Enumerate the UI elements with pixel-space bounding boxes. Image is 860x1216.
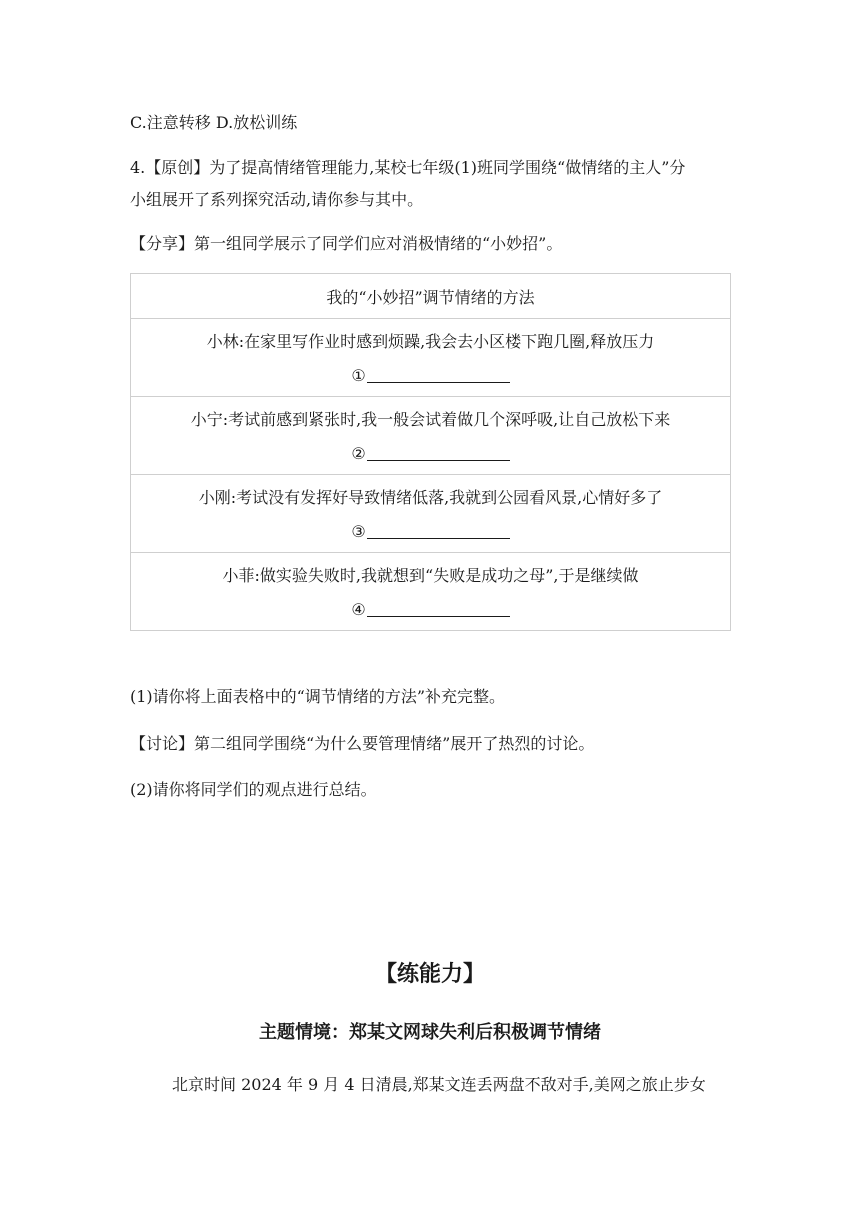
row-description: 小宁:考试前感到紧张时,我一般会试着做几个深呼吸,让自己放松下来 [190,409,671,429]
sub-question-2: (2)请你将同学们的观点进行总结。 [130,780,377,799]
table-row [131,553,731,631]
blank-underline [367,366,510,383]
table-row [131,319,731,397]
answer-blank [131,521,730,543]
blank-marker: ③ [351,521,366,541]
table-header: 我的“小妙招”调节情绪的方法 [131,274,731,319]
section-heading: 【练能力】 [374,962,485,987]
blank-underline [367,600,510,617]
row-description: 小林:在家里写作业时感到烦躁,我会去小区楼下跑几圈,释放压力 [206,331,655,351]
table-row [131,397,731,475]
table-cell [131,397,731,475]
row-description: 小菲:做实验失败时,我就想到“失败是成功之母”,于是继续做 [222,565,639,585]
theme-heading: 主题情境：郑某文网球失利后积极调节情绪 [259,1022,601,1043]
answer-blank [131,365,730,387]
passage-first-line: 北京时间 2024 年 9 月 4 日清晨,郑某文连丢两盘不敌对手,美网之旅止步女 [172,1075,706,1094]
row-description: 小刚:考试没有发挥好导致情绪低落,我就到公园看风景,心情好多了 [198,487,663,507]
share-section-text: 【分享】第一组同学展示了同学们应对消极情绪的“小妙招”。 [130,234,563,253]
table-cell [131,475,731,553]
blank-underline [367,522,510,539]
answer-blank [131,443,730,465]
table-cell [131,319,731,397]
methods-table [130,273,731,631]
sub-question-1: (1)请你将上面表格中的“调节情绪的方法”补充完整。 [130,687,506,706]
table-cell [131,553,731,631]
blank-marker: ① [351,365,366,385]
blank-marker: ② [351,443,366,463]
blank-marker: ④ [351,599,366,619]
answer-blank [131,599,730,621]
blank-underline [367,444,510,461]
answer-options-line: C.注意转移 D.放松训练 [130,113,298,132]
table-row [131,475,731,553]
discussion-section-text: 【讨论】第二组同学围绕“为什么要管理情绪”展开了热烈的讨论。 [130,734,595,753]
table-header-row [131,274,731,319]
question4-text-line2: 小组展开了系列探究活动,请你参与其中。 [130,190,424,209]
question4-text-line1: 4.【原创】为了提高情绪管理能力,某校七年级(1)班同学围绕“做情绪的主人”分 [130,158,686,177]
